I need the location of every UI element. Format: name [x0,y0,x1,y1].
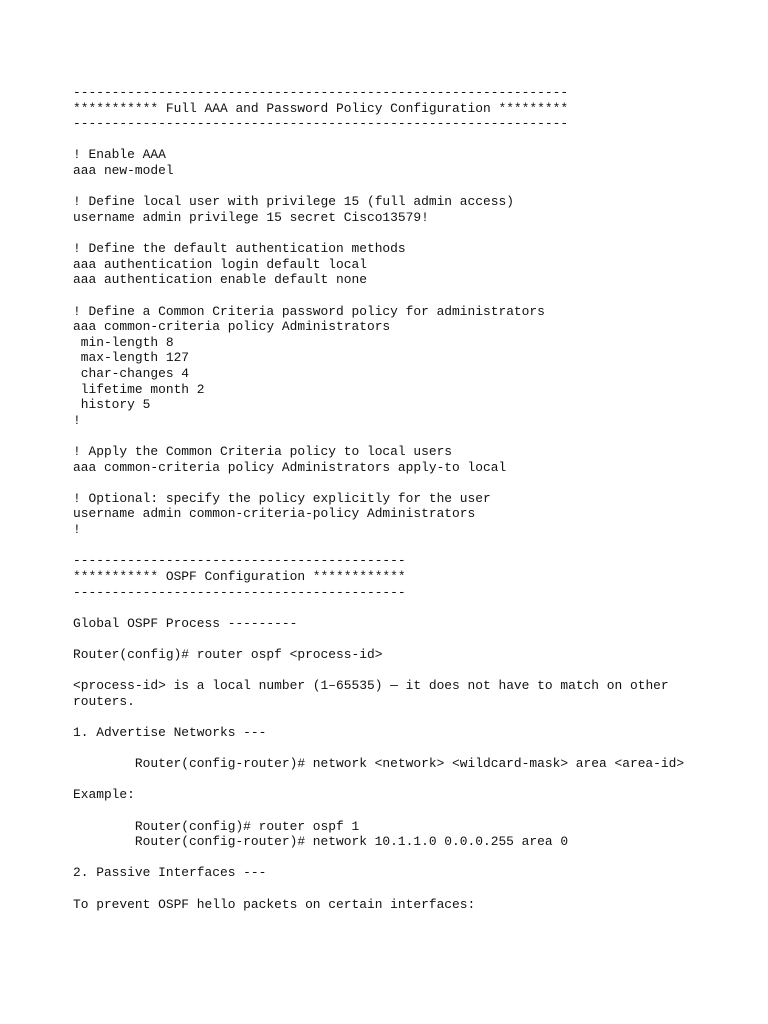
ospf-configuration-section [73,553,753,912]
config-comment: ! Optional: specify the policy explicitly for the user [73,490,491,506]
config-comment: ! Enable AAA [73,147,166,163]
note-text: To prevent OSPF hello packets on certain interfaces: [73,896,476,912]
example-command: Router(config-router)# network 10.1.1.0 0.0.0.255 area 0 [134,834,569,850]
config-command: username admin privilege 15 secret Cisco13579! [73,209,429,225]
config-terminator: ! [73,412,81,428]
policy-option: lifetime month 2 [73,381,205,397]
config-command: aaa authentication enable default none [73,272,367,288]
config-command: aaa authentication login default local [73,256,367,272]
aaa-password-policy-section [73,85,753,553]
policy-option: history 5 [73,397,151,413]
section-rule-bottom: ---------------------------------------------------------------- [73,116,569,132]
subsection-heading: 1. Advertise Networks --- [73,724,267,740]
config-command: Router(config)# router ospf <process-id> [73,646,383,662]
config-comment: ! Define local user with privilege 15 (full admin access) [73,194,514,210]
blank-line [73,803,753,819]
blank-line [73,772,753,788]
config-terminator: ! [73,522,81,538]
config-comment: ! Apply the Common Criteria policy to local users [73,444,453,460]
config-command: username admin common-criteria-policy Administrators [73,506,476,522]
note-text: routers. [73,693,135,709]
blank-line [73,179,753,195]
blank-line [73,663,753,679]
note-text: <process-id> is a local number (1–65535) — it does not have to match on other [73,678,669,694]
blank-line [73,538,753,554]
config-command: aaa common-criteria policy Administrators [73,319,391,335]
section-rule-top: ------------------------------------------- [73,553,406,569]
blank-line [73,850,753,866]
subsection-heading: Global OSPF Process --------- [73,615,298,631]
blank-line [73,741,753,757]
blank-line [73,225,753,241]
example-label: Example: [73,787,135,803]
subsection-heading: 2. Passive Interfaces --- [73,865,267,881]
example-command: Router(config)# router ospf 1 [134,818,360,834]
policy-option: min-length 8 [73,334,174,350]
section-rule-bottom: ------------------------------------------- [73,584,406,600]
section-heading: *********** OSPF Configuration ************ [73,568,406,584]
blank-line [73,600,753,616]
config-command: aaa new-model [73,163,174,179]
config-comment: ! Define a Common Criteria password policy for administrators [73,303,545,319]
config-command: Router(config-router)# network <network> <wildcard-mask> area <area-id> [134,756,685,772]
blank-line [73,132,753,148]
blank-line [73,881,753,897]
policy-option: char-changes 4 [73,365,190,381]
blank-line [73,475,753,491]
section-rule-top: ---------------------------------------------------------------- [73,85,569,100]
blank-line [73,288,753,304]
blank-line [73,631,753,647]
config-comment: ! Define the default authentication methods [73,241,406,257]
section-heading: *********** Full AAA and Password Policy Configuration ********* [73,100,569,116]
document-page [73,85,753,912]
blank-line [73,428,753,444]
blank-line [73,709,753,725]
config-command: aaa common-criteria policy Administrators apply-to local [73,459,507,475]
policy-option: max-length 127 [73,350,190,366]
